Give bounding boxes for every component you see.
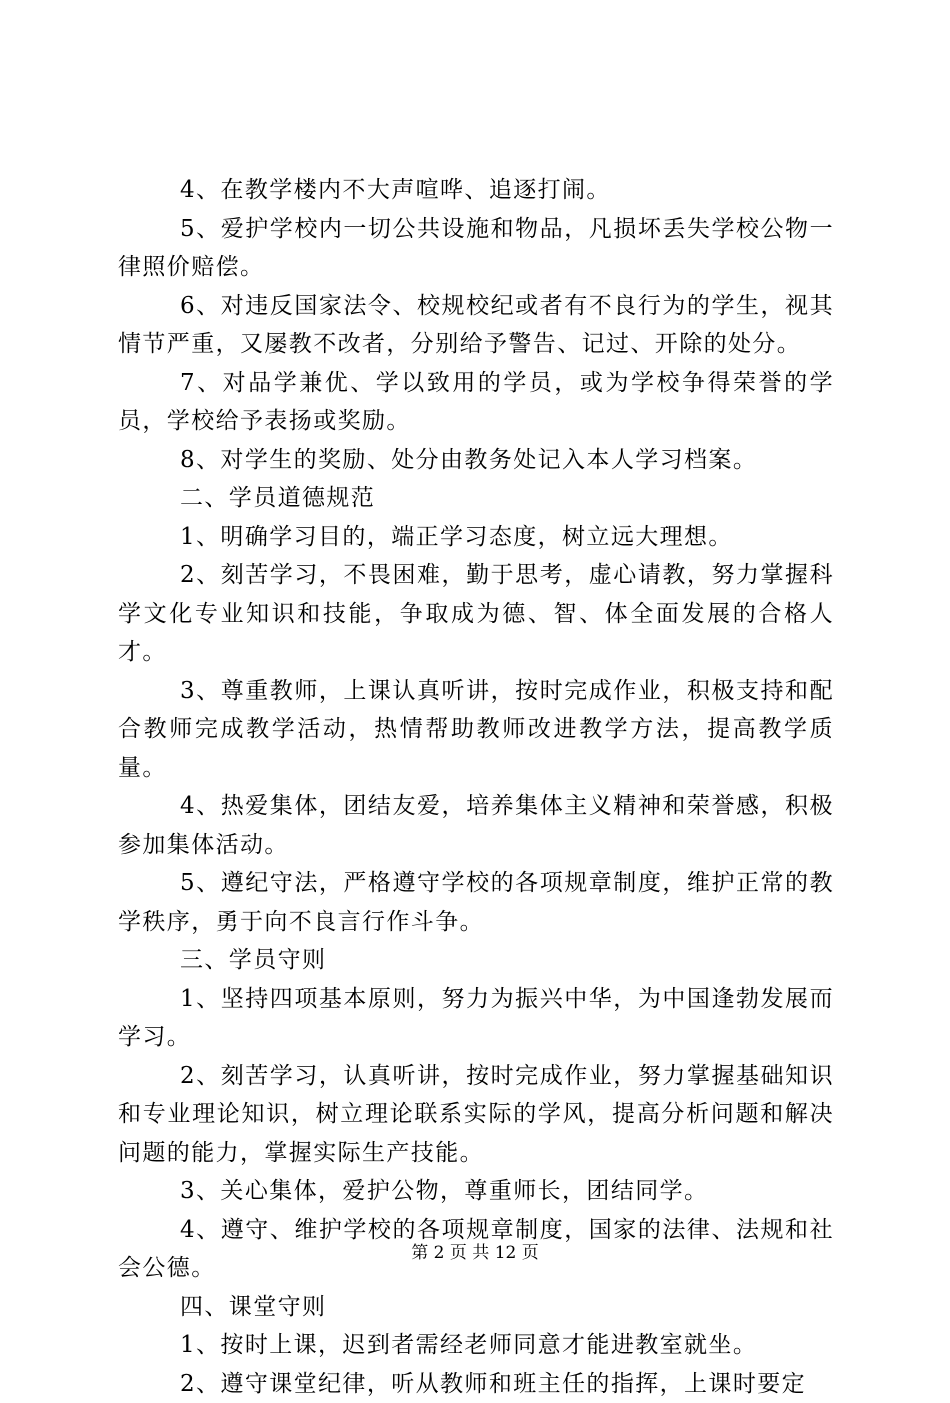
rule-item: 3、尊重教师，上课认真听讲，按时完成作业，积极支持和配合教师完成教学活动，热情帮助教师改进教学方法，提高教学质量。: [118, 672, 834, 788]
rule-item: 4、热爱集体，团结友爱，培养集体主义精神和荣誉感，积极参加集体活动。: [118, 787, 834, 864]
rule-item: 6、对违反国家法令、校规校纪或者有不良行为的学生，视其情节严重，又屡教不改者，分别给予警告、记过、开除的处分。: [118, 287, 834, 364]
rule-item: 5、遵纪守法，严格遵守学校的各项规章制度，维护正常的教学秩序，勇于向不良言行作斗争。: [118, 864, 834, 941]
section-heading: 二、学员道德规范: [118, 479, 834, 518]
rule-item: 1、坚持四项基本原则，努力为振兴中华，为中国逢勃发展而学习。: [118, 980, 834, 1057]
rule-item: 2、刻苦学习，认真听讲，按时完成作业，努力掌握基础知识和专业理论知识，树立理论联系实际的学风，提高分析问题和解决问题的能力，掌握实际生产技能。: [118, 1057, 834, 1173]
document-body: [118, 171, 834, 1403]
rule-item: 4、遵守、维护学校的各项规章制度，国家的法律、法规和社会公德。: [118, 1211, 834, 1288]
rule-item: 8、对学生的奖励、处分由教务处记入本人学习档案。: [118, 441, 834, 480]
rule-item: 2、刻苦学习，不畏困难，勤于思考，虚心请教，努力掌握科学文化专业知识和技能，争取成为德、智、体全面发展的合格人才。: [118, 556, 834, 672]
page-number-footer: 第 2 页 共 12 页: [0, 1242, 950, 1264]
rule-item: 1、明确学习目的，端正学习态度，树立远大理想。: [118, 518, 834, 557]
rule-item: 4、在教学楼内不大声喧哗、追逐打闹。: [118, 171, 834, 210]
rule-item: 7、对品学兼优、学以致用的学员，或为学校争得荣誉的学员，学校给予表扬或奖励。: [118, 364, 834, 441]
section-heading: 三、学员守则: [118, 941, 834, 980]
rule-item: 5、爱护学校内一切公共设施和物品，凡损坏丢失学校公物一律照价赔偿。: [118, 210, 834, 287]
rule-item: 2、遵守课堂纪律，听从教师和班主任的指挥，上课时要定: [118, 1365, 834, 1403]
section-heading: 四、课堂守则: [118, 1288, 834, 1327]
rule-item: 1、按时上课，迟到者需经老师同意才能进教室就坐。: [118, 1326, 834, 1365]
rule-item: 3、关心集体，爱护公物，尊重师长，团结同学。: [118, 1172, 834, 1211]
